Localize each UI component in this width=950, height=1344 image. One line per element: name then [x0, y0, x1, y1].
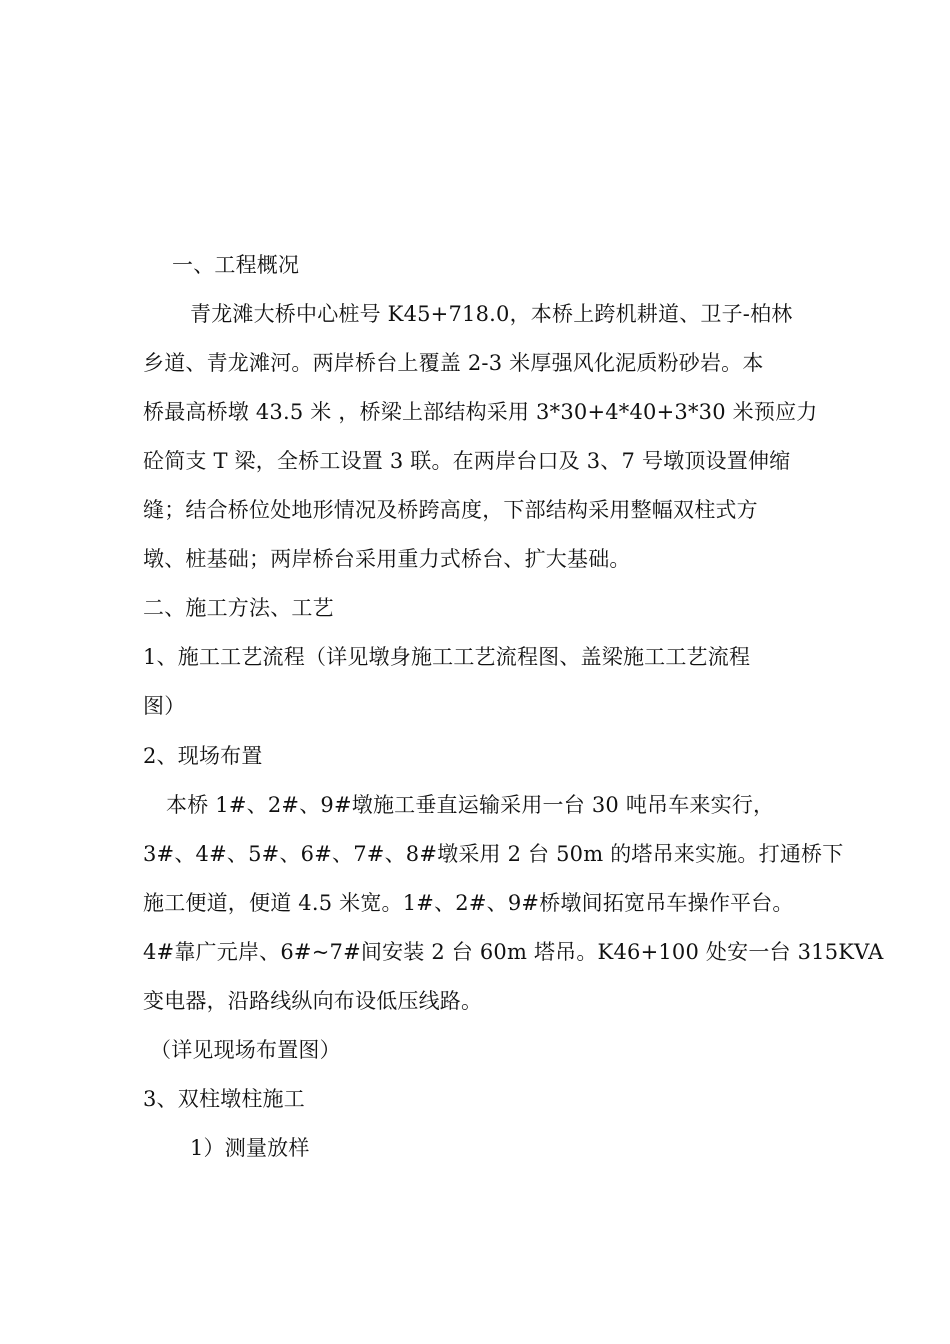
subsection-heading-process-flow: 1、施工工艺流程（详见墩身施工工艺流程图、盖梁施工工艺流程	[143, 645, 751, 669]
paragraph-line: 图）	[143, 694, 186, 718]
paragraph-line: 施工便道，便道 4.5 米宽。1#、2#、9#桥墩间拓宽吊车操作平台。	[143, 891, 794, 915]
paragraph-line: 桥最高桥墩 43.5 米 ，桥梁上部结构采用 3*30+4*40+3*30 米预应力	[143, 400, 818, 424]
paragraph-line: 墩、桩基础；两岸桥台采用重力式桥台、扩大基础。	[143, 547, 631, 571]
subsection-heading-site-layout: 2、现场布置	[143, 744, 263, 768]
paragraph-line: 乡道、青龙滩河。两岸桥台上覆盖 2-3 米厚强风化泥质粉砂岩。本	[143, 351, 764, 375]
paragraph-line: 砼简支 T 梁，全桥工设置 3 联。在两岸台口及 3、7 号墩顶设置伸缩	[143, 449, 791, 473]
paragraph-line: 本桥 1#、2#、9#墩施工垂直运输采用一台 30 吨吊车来实行，	[166, 793, 775, 817]
subsection-heading-double-column-pier: 3、双柱墩柱施工	[143, 1087, 305, 1111]
paragraph-line: （详见现场布置图）	[150, 1038, 341, 1062]
section-heading-project-overview: 一、工程概况	[172, 253, 300, 277]
paragraph-line: 青龙滩大桥中心桩号 K45+718.0，本桥上跨机耕道、卫子-柏林	[190, 302, 793, 326]
paragraph-line: 变电器，沿路线纵向布设低压线路。	[143, 989, 483, 1013]
paragraph-line: 4#靠广元岸、6#~7#间安装 2 台 60m 塔吊。K46+100 处安一台 315KVA	[143, 940, 884, 964]
list-item-survey-setout: 1）测量放样	[190, 1136, 310, 1160]
paragraph-line: 缝；结合桥位处地形情况及桥跨高度，下部结构采用整幅双柱式方	[143, 498, 758, 522]
section-heading-construction-method: 二、施工方法、工艺	[143, 596, 334, 620]
paragraph-line: 3#、4#、5#、6#、7#、8#墩采用 2 台 50m 的塔吊来实施。打通桥下	[143, 842, 844, 866]
